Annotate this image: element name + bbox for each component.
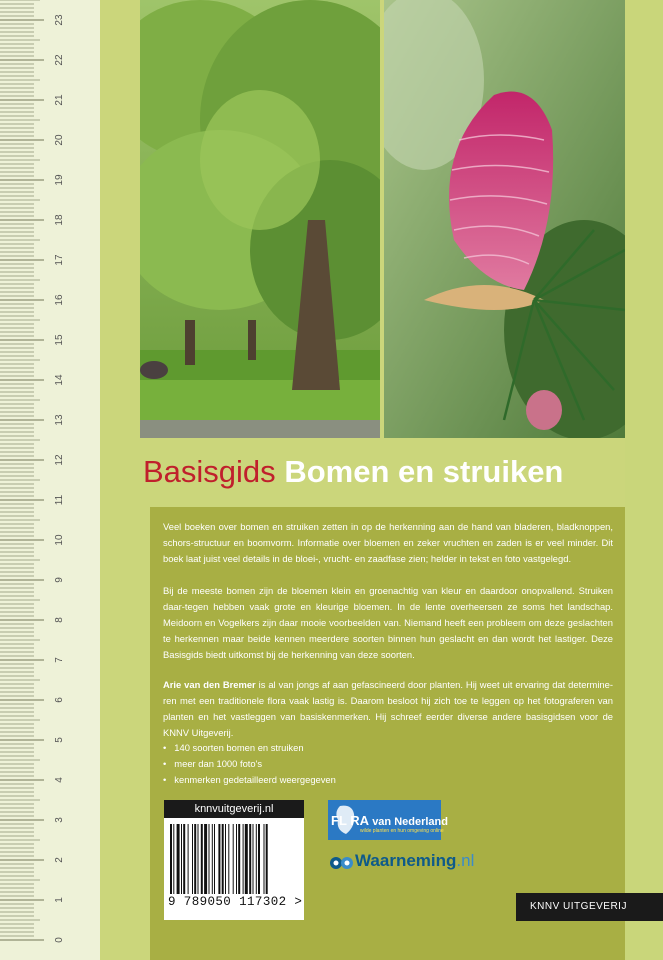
feature-item: • meer dan 1000 foto's bbox=[163, 756, 336, 772]
feature-item: • 140 soorten bomen en struiken bbox=[163, 740, 336, 756]
waarneming-logo: Waarneming.nl bbox=[328, 851, 474, 871]
ruler bbox=[0, 0, 100, 960]
author-name: Arie van den Bremer bbox=[163, 679, 256, 690]
ruler-label: 20 bbox=[54, 134, 65, 146]
flora-logo-title: FL RA van Nederland bbox=[331, 813, 448, 828]
ruler-label: 23 bbox=[54, 14, 65, 26]
ruler-label: 8 bbox=[54, 617, 65, 623]
barcode-bar bbox=[181, 824, 182, 894]
barcode-bar bbox=[192, 824, 193, 894]
barcode-bar bbox=[266, 824, 268, 894]
author-bio-text: is al van jongs af aan gefascineerd door planten. Hij weet uit ervaring dat determine-ren met een traditionele flora vaak lastig is. Daarom besloot hij zich toe te leggen op het fotograferen van planten en het vastleggen van basiskenmerken. Hij schreef eerder diverse andere basisgidsen voor de KNNV Uitgeverij. bbox=[163, 679, 613, 738]
title-name: Bomen en struiken bbox=[284, 454, 564, 489]
barcode-bar bbox=[212, 824, 213, 894]
barcode-bar bbox=[173, 824, 174, 894]
ruler-label: 6 bbox=[54, 697, 65, 703]
ruler-label: 7 bbox=[54, 657, 65, 663]
barcode-bar bbox=[249, 824, 251, 894]
barcode-bar bbox=[225, 824, 226, 894]
barcode-bar bbox=[198, 824, 199, 894]
barcode-bar bbox=[228, 824, 229, 894]
ruler-label: 11 bbox=[54, 494, 65, 506]
ruler-label: 22 bbox=[54, 54, 65, 66]
barcode-bar bbox=[264, 824, 265, 894]
ruler-label: 5 bbox=[54, 737, 65, 743]
barcode-bar bbox=[222, 824, 224, 894]
barcode-bar bbox=[177, 824, 180, 894]
paragraph-intro: Veel boeken over bomen en struiken zetten in op de herkenning aan de hand van bladeren, bladknoppen, schors-structuur en boomvorm. Informatie over bloemen en zeker vruchten en zaden is er veel minder. Dit boek laat juist veel details in de bloei-, vrucht- en zaadfase zien; helder in tekst en foto vastgelegd. bbox=[163, 521, 613, 564]
ruler-label: 17 bbox=[54, 254, 65, 266]
author-bio bbox=[163, 677, 613, 741]
isbn-digits: 9 789050 117302 > bbox=[168, 895, 303, 909]
binoculars-icon bbox=[328, 854, 355, 870]
ruler-label: 16 bbox=[54, 294, 65, 306]
flora-logo-sub: wilde planten en hun omgeving online bbox=[360, 828, 444, 834]
ruler-label: 15 bbox=[54, 334, 65, 346]
barcode-bar bbox=[188, 824, 189, 894]
ruler-label: 14 bbox=[54, 374, 65, 386]
barcode-bar bbox=[258, 824, 260, 894]
barcode-bar bbox=[245, 824, 248, 894]
series-name: Basisgids bbox=[143, 454, 276, 489]
publisher-label: KNNV UITGEVERIJ bbox=[516, 893, 663, 921]
tree-photo bbox=[140, 0, 380, 438]
ruler-label: 10 bbox=[54, 534, 65, 546]
barcode-bar bbox=[201, 824, 203, 894]
barcode-bar bbox=[218, 824, 220, 894]
publisher-url: knnvuitgeverij.nl bbox=[164, 800, 304, 818]
ruler-label: 4 bbox=[54, 777, 65, 783]
barcode-bars bbox=[170, 824, 298, 894]
book-title bbox=[143, 452, 643, 492]
feature-item: • kenmerken gedetailleerd weergegeven bbox=[163, 772, 336, 788]
ruler-label: 0 bbox=[54, 937, 65, 943]
barcode-bar bbox=[256, 824, 257, 894]
ruler-scale bbox=[0, 0, 100, 960]
ruler-label: 9 bbox=[54, 577, 65, 583]
barcode-bar bbox=[253, 824, 254, 894]
ruler-label: 2 bbox=[54, 857, 65, 863]
ruler-label: 19 bbox=[54, 174, 65, 186]
ruler-label: 12 bbox=[54, 454, 65, 466]
paragraph-flowers: Bij de meeste bomen zijn de bloemen klein en groenachtig van kleur en daardoor onopvallend. Struiken daar-tegen hebben vaak grote en kleurige bloemen. In de lente overheersen ze soms het landschap. Meidoorn en Vogelkers zijn daar mooie voorbeelden van. Niemand heeft een probleem om deze geslachten te herkennen maar beide kennen meerdere soorten binnen hun geslacht en dan wordt het lastiger. Deze Basisgids biedt uitkomst bij de herkenning van deze soorten. bbox=[163, 585, 613, 660]
ruler-label: 1 bbox=[54, 897, 65, 903]
cone-photo bbox=[384, 0, 625, 438]
feature-list bbox=[163, 740, 336, 788]
ruler-label: 3 bbox=[54, 817, 65, 823]
barcode-bar bbox=[214, 824, 215, 894]
barcode-bar bbox=[170, 824, 172, 894]
ruler-label: 13 bbox=[54, 414, 65, 426]
barcode-bar bbox=[238, 824, 240, 894]
barcode-bar bbox=[194, 824, 196, 894]
barcode-bar bbox=[183, 824, 185, 894]
barcode-bar bbox=[233, 824, 234, 894]
barcode-bar bbox=[204, 824, 207, 894]
barcode-bar bbox=[209, 824, 210, 894]
barcode-bar bbox=[236, 824, 237, 894]
ruler-label: 21 bbox=[54, 94, 65, 106]
ruler-label: 18 bbox=[54, 214, 65, 226]
barcode-bar bbox=[243, 824, 244, 894]
